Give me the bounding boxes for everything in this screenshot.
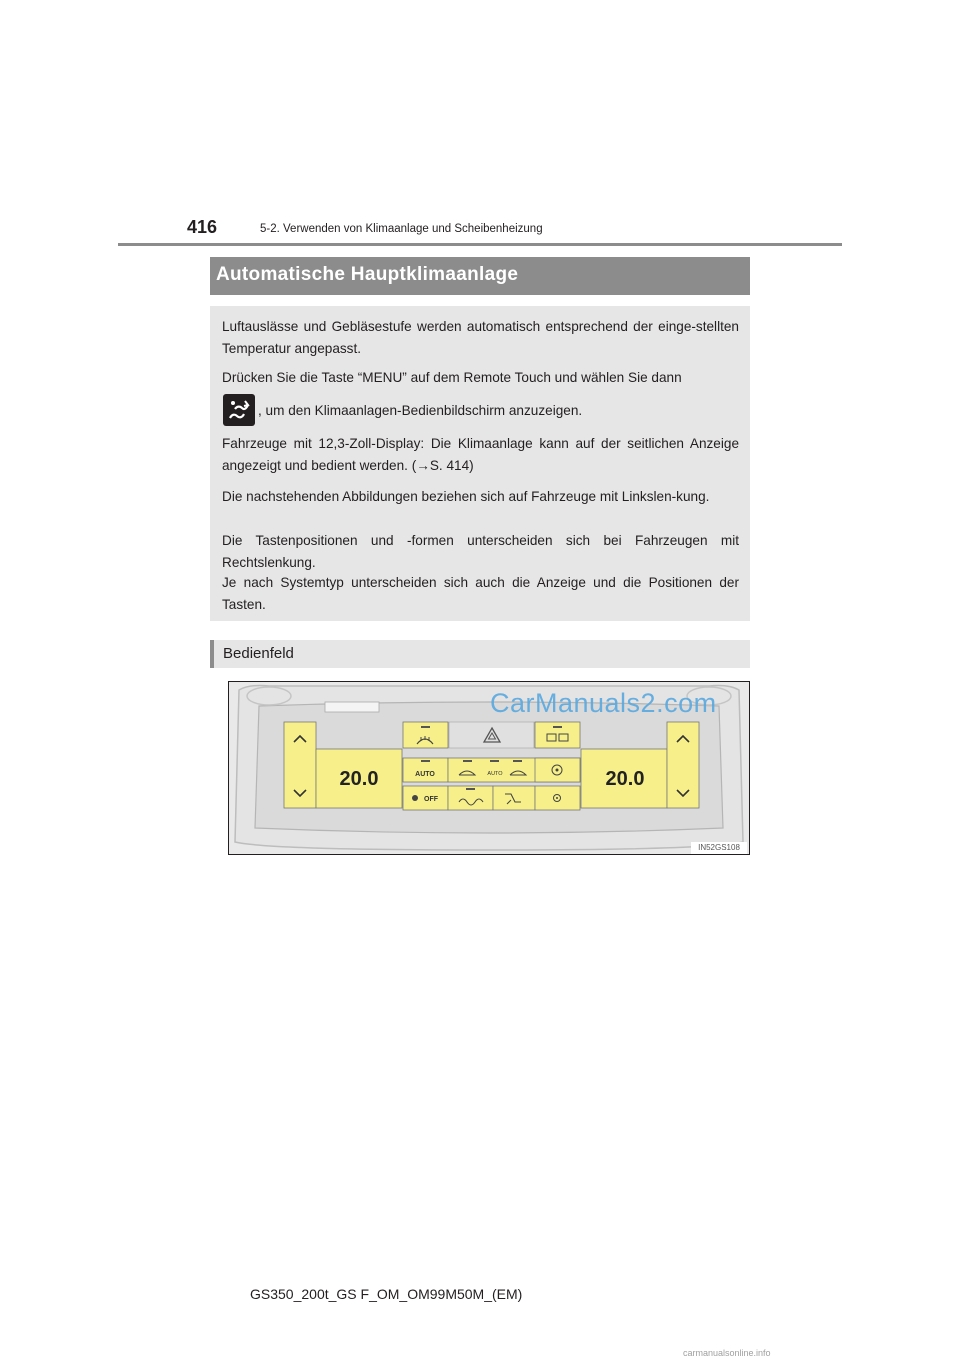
intro-paragraph-2: Drücken Sie die Taste “MENU” auf dem Remote Touch und wählen Sie dann (222, 370, 682, 385)
rear-defogger-button[interactable] (535, 722, 580, 748)
hazard-button-area (449, 722, 534, 748)
footer-doc-id: GS350_200t_GS F_OM_OM99M50M_(EM) (250, 1286, 523, 1302)
fan-speed-up-button[interactable] (535, 758, 580, 782)
outlet-select-button[interactable] (493, 786, 535, 810)
figure-code: IN52GS108 (691, 842, 747, 854)
intro-paragraph-1: Luftauslässe und Gebläsestufe werden automatisch entsprechend der einge-stellten Temperatur angepasst. (222, 319, 739, 356)
airflow-mode-button[interactable] (448, 786, 493, 810)
fan-off-button[interactable] (403, 786, 448, 810)
climate-menu-icon (223, 394, 255, 426)
watermark: CarManuals2.com (490, 688, 717, 718)
auto-label: AUTO (415, 771, 435, 778)
intro-box (210, 306, 750, 621)
page-title: Automatische Hauptklimaanlage (216, 264, 519, 285)
right-temp-display (581, 749, 667, 808)
fan-off-label: OFF (424, 796, 438, 803)
fan-speed-down-button[interactable] (535, 786, 580, 810)
intro-paragraph-7: Je nach Systemtyp unterscheiden sich auch die Anzeige und die Positionen der Tasten. (222, 575, 739, 612)
subheading: Bedienfeld (223, 645, 294, 662)
front-defroster-button[interactable] (403, 722, 448, 748)
subheading-bar (210, 640, 750, 668)
title-bar (210, 257, 750, 295)
left-temp-display (316, 749, 402, 808)
auto-button[interactable] (403, 758, 448, 782)
page-number: 416 (187, 217, 218, 237)
right-temp-up-button[interactable] (667, 722, 699, 808)
left-temp-up-button[interactable] (284, 722, 316, 808)
section-heading: 5-2. Verwenden von Klimaanlage und Scheibenheizung (260, 223, 543, 235)
intro-paragraph-4: Fahrzeuge mit 12,3-Zoll-Display: Die Klimaanlage kann auf der seitlichen Anzeige angezeigt und bedient werden. (→S. 414) (222, 436, 739, 473)
right-temp-value: 20.0 (605, 768, 645, 790)
intro-paragraph-6: Die Tastenpositionen und -formen unterscheiden sich bei Fahrzeugen mit Rechtslenkung. (222, 533, 739, 570)
intro-paragraph-5: Die nachstehenden Abbildungen beziehen sich auf Fahrzeuge mit Linkslen-kung. (222, 489, 710, 504)
left-temp-value: 20.0 (339, 768, 379, 790)
footer-site: carmanualsonline.info (683, 1348, 771, 1358)
intro-paragraph-3: , um den Klimaanlagen-Bedienbildschirm anzuzeigen. (258, 403, 583, 418)
recirc-auto-label: AUTO (487, 771, 503, 777)
header-rule (118, 243, 842, 246)
